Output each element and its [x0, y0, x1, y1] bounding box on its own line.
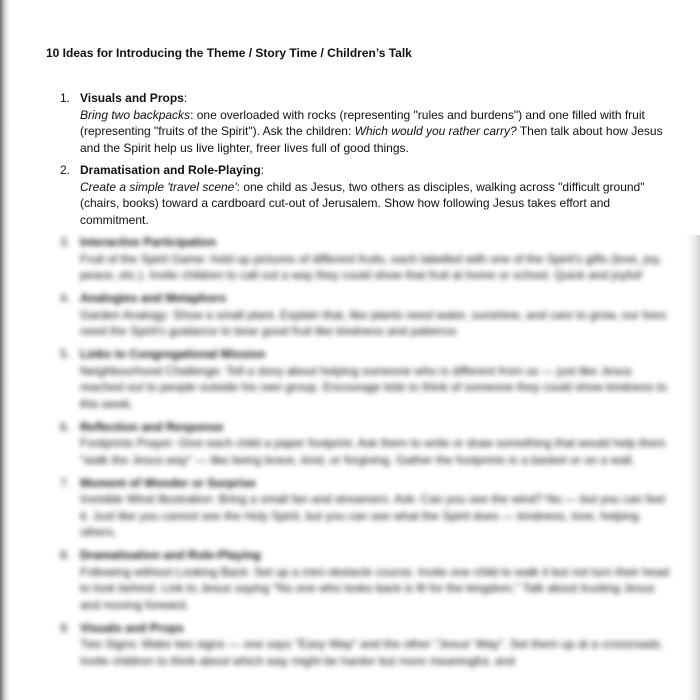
blurred-list-item: 6. Reflection and Response Footprints Prayer: Give each child a paper footprint. Ask them to write or draw something that would help them "walk the Jesus way" — like being brave, kind, or forgiving. Gather the footprints in a basket or on a wall. — [60, 419, 666, 467]
item-lead: Create a simple 'travel scene' — [80, 179, 237, 194]
item-number: 2. — [60, 163, 71, 177]
item-number: 1. — [60, 91, 71, 105]
item-body: Create a simple 'travel scene': one child as Jesus, two others as disciples, walking across "difficult ground" (chairs, books) toward a cardboard cut-out of Jerusalem. Show how following Jesus takes effort and commitment. — [80, 179, 645, 227]
item-question: Which would you rather carry? — [354, 124, 517, 138]
list-item-1: 1. Visuals and Props: Bring two backpacks: one overloaded with rocks (representing "rules and burdens") and one filled with fruit (representing "fruits of the Spirit"). Ask the children: Which would you rather carry? Then talk about how Jesus and the Spirit help us live lighter, freer lives full of good things. — [80, 90, 670, 156]
list-item-2: 2. Dramatisation and Role-Playing: Create a simple 'travel scene': one child as Jesus, two others as disciples, walking across "difficult ground" (chairs, books) toward a cardboard cut-out of Jerusalem. Show how following Jesus takes effort and commitment. — [80, 162, 670, 228]
blurred-list-item: 8. Dramatisation and Role-Playing Following without Looking Back: Set up a mini obstacle course. Invite one child to walk it but not turn their head to look behind. Link to Jesus saying "No one who looks back is fit for the kingdom." Talk about trusting Jesus and moving forward. — [60, 548, 669, 612]
blurred-list-item: 9. Visuals and Props Two Signs: Make two signs — one says "Easy Way" and the other "Jesus' Way". Set them up at a crossroads. Invite children to think about which way might be harder but more meaningful, and — [60, 620, 664, 668]
blurred-list-item: 4. Analogies and Metaphors Garden Analogy: Show a small plant. Explain that, like plants need water, sunshine, and care to grow, our lives need the Spirit's guidance to bear good fruit like kindness and patience. — [60, 291, 667, 338]
blurred-content — [60, 234, 670, 676]
item-lead: Bring two backpacks — [80, 107, 191, 122]
page-left-edge-shadow — [0, 0, 10, 700]
page-right-edge-shadow — [686, 235, 700, 700]
blurred-list-item: 5. Links to Congregational Mission Neighbourhood Challenge: Tell a story about helping someone who is different from us — just like Jesus reached out to people outside his own group. Encourage kids to think of someone they could show kindness to this week. — [60, 347, 668, 411]
item-body: Bring two backpacks: one overloaded with rocks (representing "rules and burdens") and one filled with fruit (representing "fruits of the Spirit"). Ask the children: Which would you rather carry? Then talk about how Jesus and the Spirit help us live lighter, freer lives full of good things. — [80, 107, 663, 155]
item-heading: Dramatisation and Role-Playing — [80, 163, 261, 177]
blurred-list-item: 3. Interactive Participation Fruit of the Spirit Game: hold up pictures of different fruits, each labelled with one of the Spirit's gifts (love, joy, peace, etc.). Invite children to call out a way they could show that fruit at home or school. Quick and joyful! — [60, 235, 662, 282]
item-heading: Visuals and Props — [80, 91, 184, 105]
blurred-list-item: 7. Moment of Wonder or Surprise Invisible Wind Illustration: Bring a small fan and streamers. Ask: Can you see the wind? No — but you can feel it. Just like you cannot see the Holy Spirit, but you can see what the Spirit does — kindness, love, helping others. — [60, 475, 665, 539]
document-title: 10 Ideas for Introducing the Theme / Story Time / Children’s Talk — [46, 46, 412, 60]
